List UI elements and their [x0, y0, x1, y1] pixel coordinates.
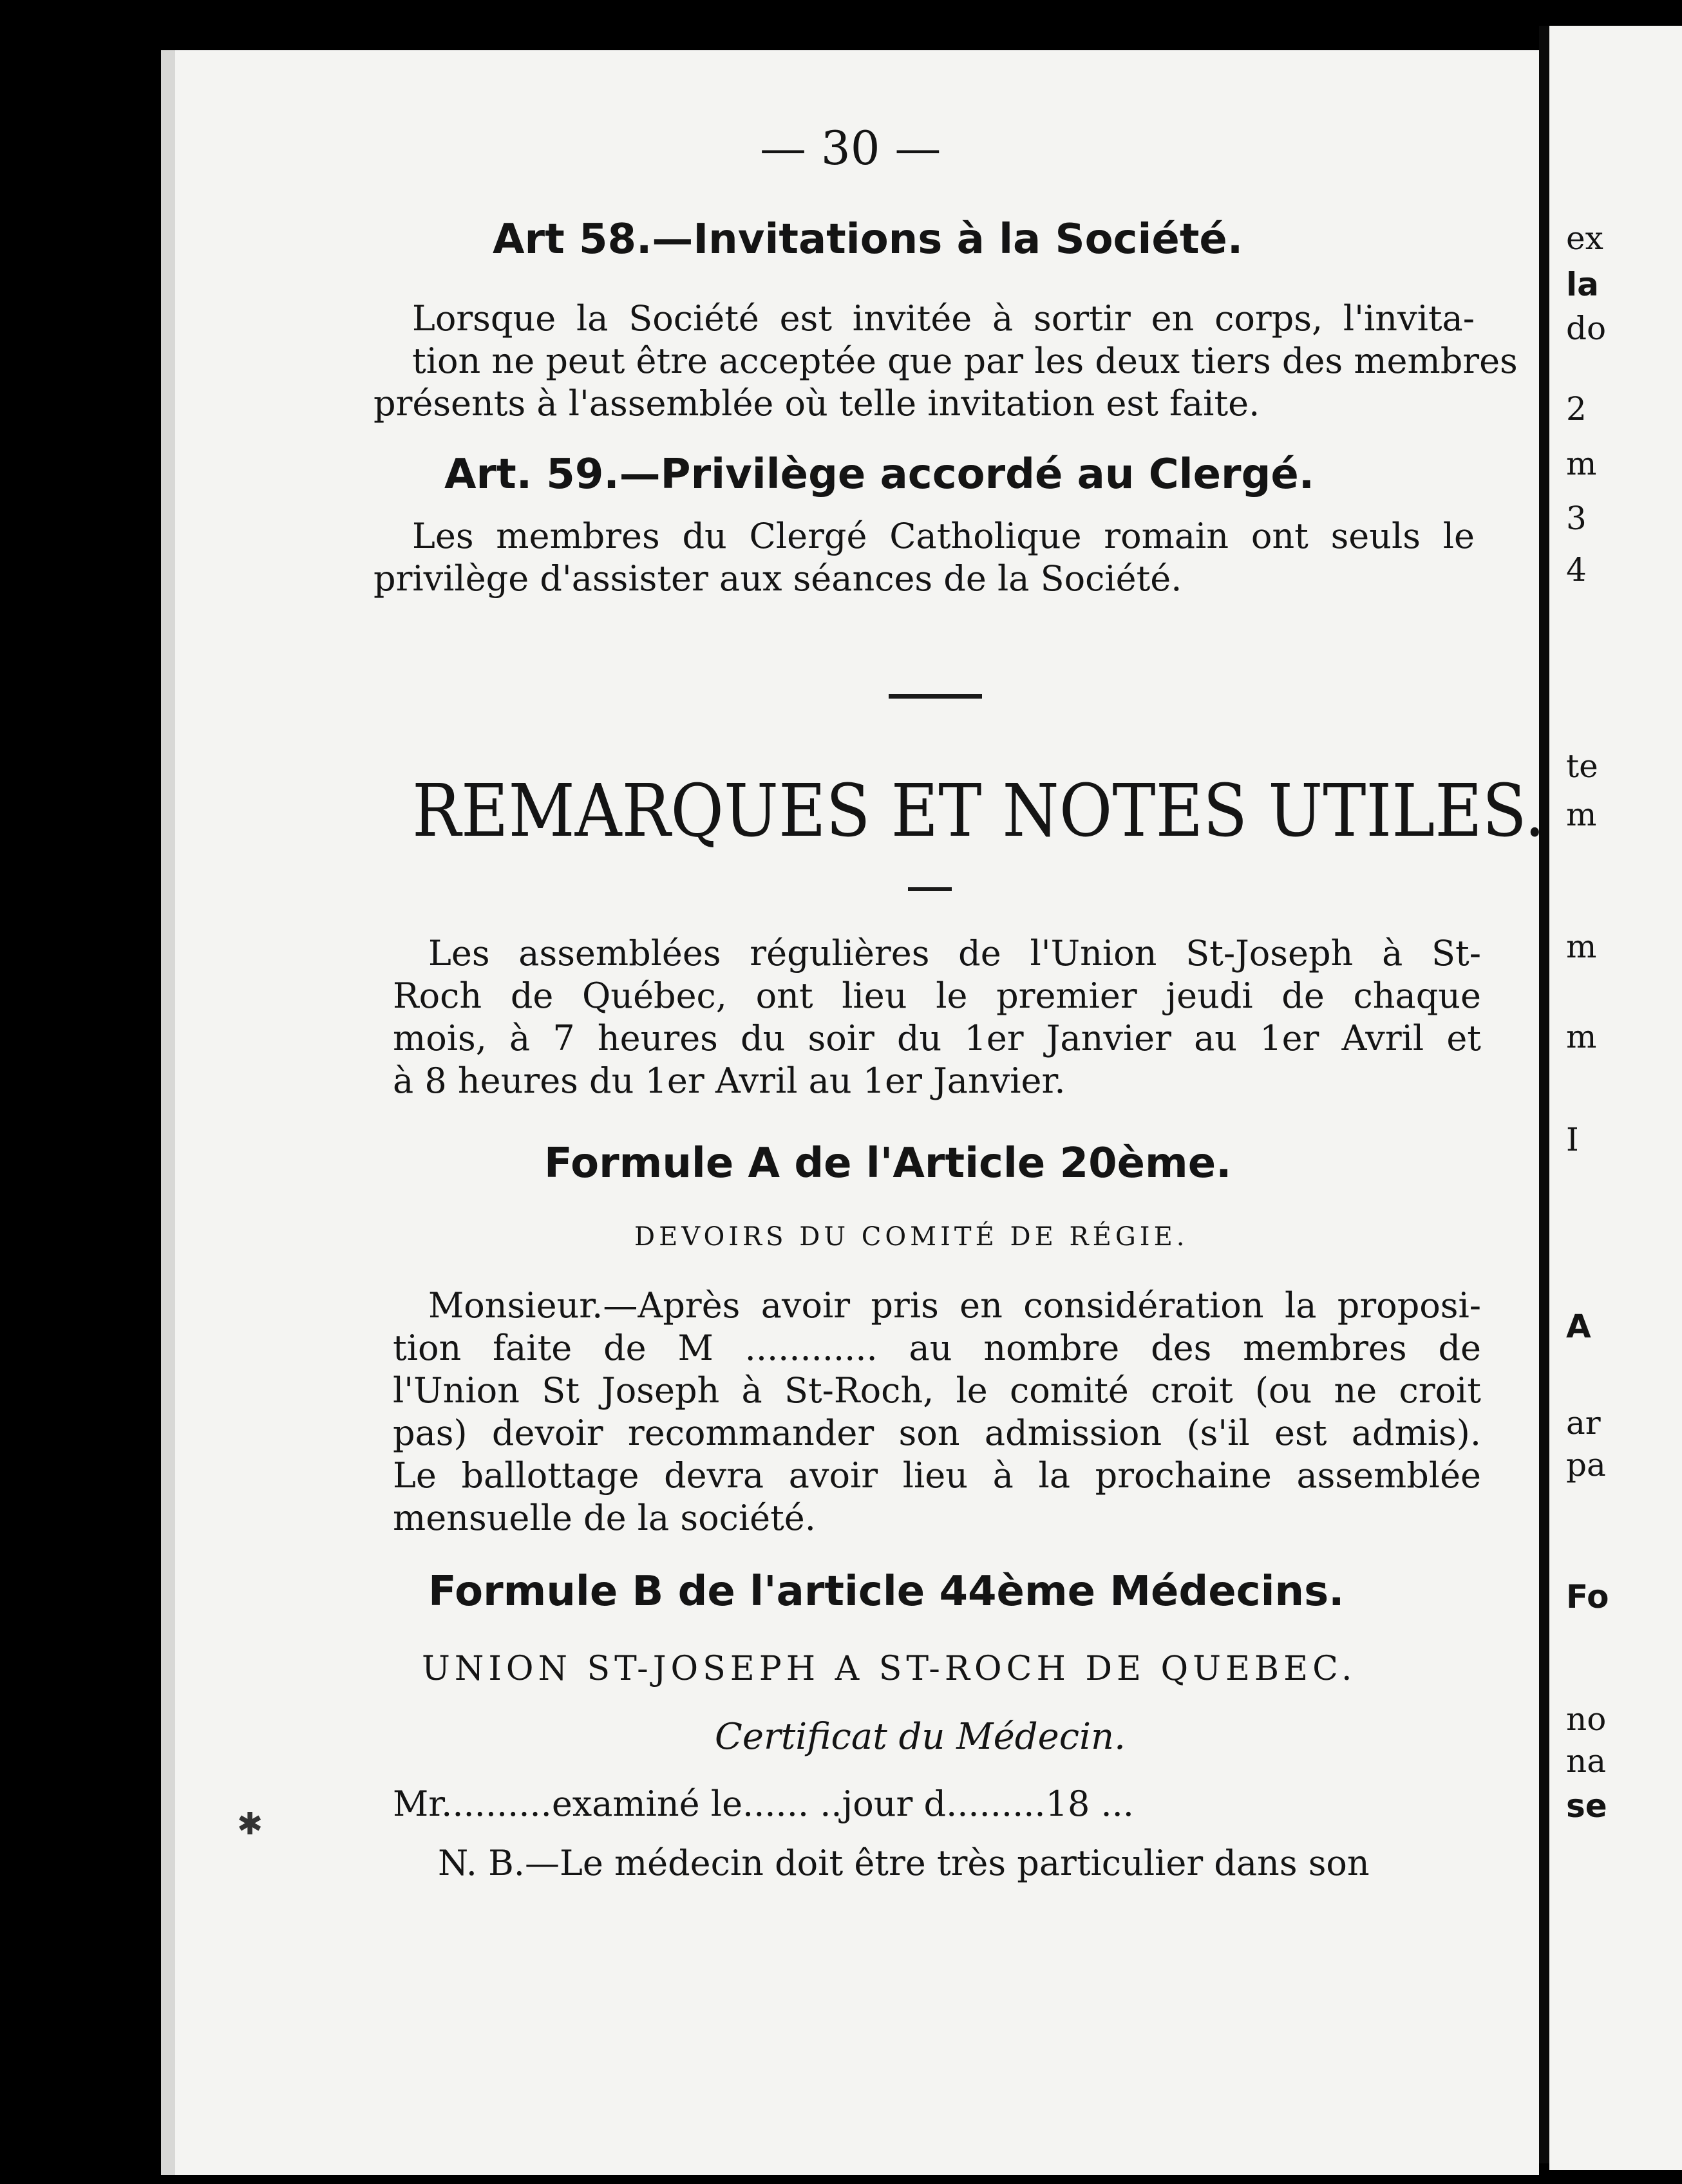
page-number: — 30 —: [760, 121, 941, 175]
facing-page-fragment: m: [1566, 1018, 1597, 1055]
article-59-heading: Art. 59.—Privilège accordé au Clergé.: [444, 451, 1315, 498]
text-line: à 8 heures du 1er Avril au 1er Janvier.: [393, 1060, 1066, 1101]
text-line: Les membres du Clergé Catholique romain ont seuls le: [412, 516, 1475, 556]
formule-a-heading: Formule A de l'Article 20ème.: [544, 1140, 1232, 1187]
facing-page-fragment: 3: [1566, 500, 1587, 537]
text-line: Roch de Québec, ont lieu le premier jeudi de chaque: [393, 975, 1481, 1016]
ink-mark: ✱: [237, 1806, 263, 1842]
article-58-text: [373, 297, 1518, 425]
text-line: tion ne peut être acceptée que par les deux tiers des membres: [412, 341, 1518, 381]
text-line: mois, à 7 heures du soir du 1er Janvier au 1er Avril et: [393, 1018, 1481, 1059]
facing-page-fragment: A: [1566, 1308, 1591, 1345]
facing-page-fragment: 2: [1566, 390, 1587, 428]
facing-page-fragment: pa: [1566, 1446, 1606, 1483]
formule-a-text: [393, 1285, 1481, 1539]
facing-page-fragment: na: [1566, 1742, 1607, 1780]
facing-page-edge: [1549, 26, 1682, 2170]
text-line: Les assemblées régulières de l'Union St-Joseph à St-: [428, 933, 1481, 974]
facing-page-fragment: do: [1566, 310, 1607, 347]
article-58-heading: Art 58.—Invitations à la Société.: [493, 216, 1243, 263]
facing-page-fragment: te: [1566, 748, 1598, 785]
facing-page-fragment: m: [1566, 796, 1597, 833]
section-divider: [889, 694, 982, 699]
book-gutter: [1539, 26, 1549, 2163]
facing-page-fragment: ex: [1566, 220, 1603, 257]
text-line: Monsieur.—Après avoir pris en considération la proposi-: [428, 1285, 1481, 1326]
facing-page-fragment: ar: [1566, 1404, 1601, 1442]
text-line: tion faite de M ............ au nombre des membres de: [393, 1328, 1481, 1368]
certificate-title: Certificat du Médecin.: [715, 1716, 1126, 1758]
formule-b-heading: Formule B de l'article 44ème Médecins.: [428, 1568, 1345, 1615]
text-line: mensuelle de la société.: [393, 1498, 816, 1538]
text-line: privilège d'assister aux séances de la Société.: [373, 558, 1182, 599]
formule-a-subheading: DEVOIRS DU COMITÉ DE RÉGIE.: [634, 1222, 1189, 1252]
facing-page-fragment: la: [1566, 266, 1599, 303]
text-line: l'Union St Joseph à St-Roch, le comité croit (ou ne croit: [393, 1370, 1481, 1411]
remarques-text: [393, 932, 1481, 1102]
facing-page-fragment: no: [1566, 1700, 1607, 1738]
facing-page-fragment: I: [1566, 1121, 1579, 1158]
text-line: Lorsque la Société est invitée à sortir en corps, l'invita-: [412, 298, 1475, 339]
title-underline: [908, 887, 952, 891]
facing-page-fragment: se: [1566, 1787, 1607, 1825]
facing-page-fragment: Fo: [1566, 1578, 1609, 1615]
nb-line: N. B.—Le médecin doit être très particulier dans son: [438, 1843, 1370, 1883]
text-line: présents à l'assemblée où telle invitation est faite.: [373, 383, 1260, 424]
facing-page-fragment: 4: [1566, 551, 1587, 588]
article-59-text: [373, 515, 1475, 600]
remarques-title: REMARQUES ET NOTES UTILES.: [412, 769, 1545, 853]
facing-page-fragment: m: [1566, 445, 1597, 482]
text-line: pas) devoir recommander son admission (s'il est admis).: [393, 1413, 1481, 1453]
union-heading: UNION ST-JOSEPH A ST-ROCH DE QUEBEC.: [422, 1650, 1357, 1688]
facing-page-fragment: m: [1566, 928, 1597, 965]
certificate-form-line: Mr..........examiné le...... ..jour d.........18 ...: [393, 1784, 1134, 1824]
text-line: Le ballottage devra avoir lieu à la prochaine assemblée: [393, 1455, 1481, 1496]
